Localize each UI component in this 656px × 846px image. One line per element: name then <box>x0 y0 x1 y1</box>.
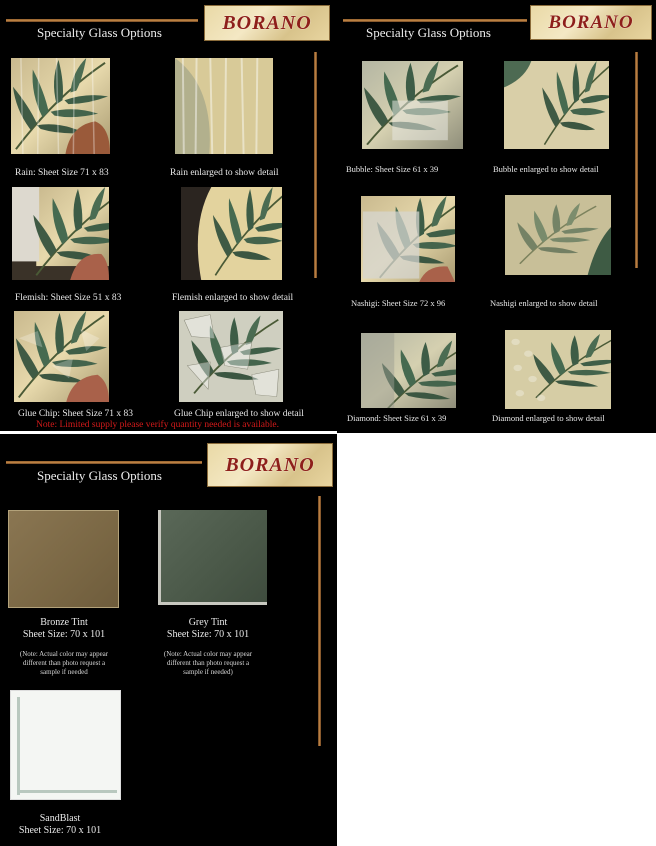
nashigi-detail-photo <box>505 195 611 275</box>
bronze-tint-size: Sheet Size: 70 x 101 <box>22 629 106 640</box>
rain-detail-photo <box>175 58 273 154</box>
diamond-detail-caption: Diamond enlarged to show detail <box>492 413 605 423</box>
grey-tint-note: (Note: Actual color may appear different than photo request a sample if needed) <box>163 650 253 676</box>
flemish-caption: Flemish: Sheet Size 51 x 83 <box>15 293 122 303</box>
header-rule <box>6 19 198 22</box>
glue-chip-detail-photo <box>179 311 283 402</box>
panel-2 <box>337 0 656 433</box>
glue-chip-caption: Glue Chip: Sheet Size 71 x 83 <box>18 409 134 419</box>
grey-tint-name: Grey Tint <box>188 617 228 628</box>
borano-logo: BORANO <box>204 5 330 41</box>
borano-logo: BORANO <box>207 443 333 487</box>
panel-title: Specialty Glass Options <box>366 25 491 40</box>
rain-detail-caption: Rain enlarged to show detail <box>170 168 279 178</box>
header-rule <box>343 19 527 22</box>
side-rule <box>318 496 321 746</box>
diamond-glass-photo <box>361 333 456 408</box>
diamond-detail-photo <box>505 330 611 409</box>
diamond-caption: Diamond: Sheet Size 61 x 39 <box>347 413 447 423</box>
bubble-glass-photo <box>362 61 463 149</box>
panel-1 <box>0 0 337 431</box>
bronze-tint-swatch <box>8 510 119 608</box>
panel-title: Specialty Glass Options <box>37 468 162 483</box>
sandblast-size: Sheet Size: 70 x 101 <box>18 825 102 836</box>
nashigi-detail-caption: Nashigi enlarged to show detail <box>490 298 598 308</box>
rain-caption: Rain: Sheet Size 71 x 83 <box>15 168 109 178</box>
flemish-glass-photo <box>12 187 109 280</box>
panel-3 <box>0 434 337 846</box>
borano-logo: BORANO <box>530 5 652 40</box>
flemish-detail-caption: Flemish enlarged to show detail <box>172 293 294 303</box>
panel-title: Specialty Glass Options <box>37 25 162 40</box>
sandblast-name: SandBlast <box>39 813 81 824</box>
grey-tint-swatch <box>158 510 267 605</box>
nashigi-caption: Nashigi: Sheet Size 72 x 96 <box>351 298 446 308</box>
side-rule <box>635 52 638 268</box>
sandblast-swatch <box>10 690 121 800</box>
bubble-detail-caption: Bubble enlarged to show detail <box>493 164 599 174</box>
glue-chip-detail-caption: Glue Chip enlarged to show detail <box>174 409 304 419</box>
bubble-caption: Bubble: Sheet Size 61 x 39 <box>346 164 439 174</box>
glue-chip-glass-photo <box>14 311 109 402</box>
grey-tint-size: Sheet Size: 70 x 101 <box>166 629 250 640</box>
bubble-detail-photo <box>504 61 609 149</box>
rain-glass-photo <box>11 58 110 154</box>
bronze-tint-note: (Note: Actual color may appear different than photo request a sample if needed <box>19 650 109 676</box>
nashigi-glass-photo <box>361 196 455 282</box>
bronze-tint-name: Bronze Tint <box>40 617 88 628</box>
flemish-detail-photo <box>181 187 282 280</box>
limited-supply-note: Note: Limited supply please verify quantity needed is available. <box>36 420 279 430</box>
side-rule <box>314 52 317 278</box>
header-rule <box>6 461 202 464</box>
